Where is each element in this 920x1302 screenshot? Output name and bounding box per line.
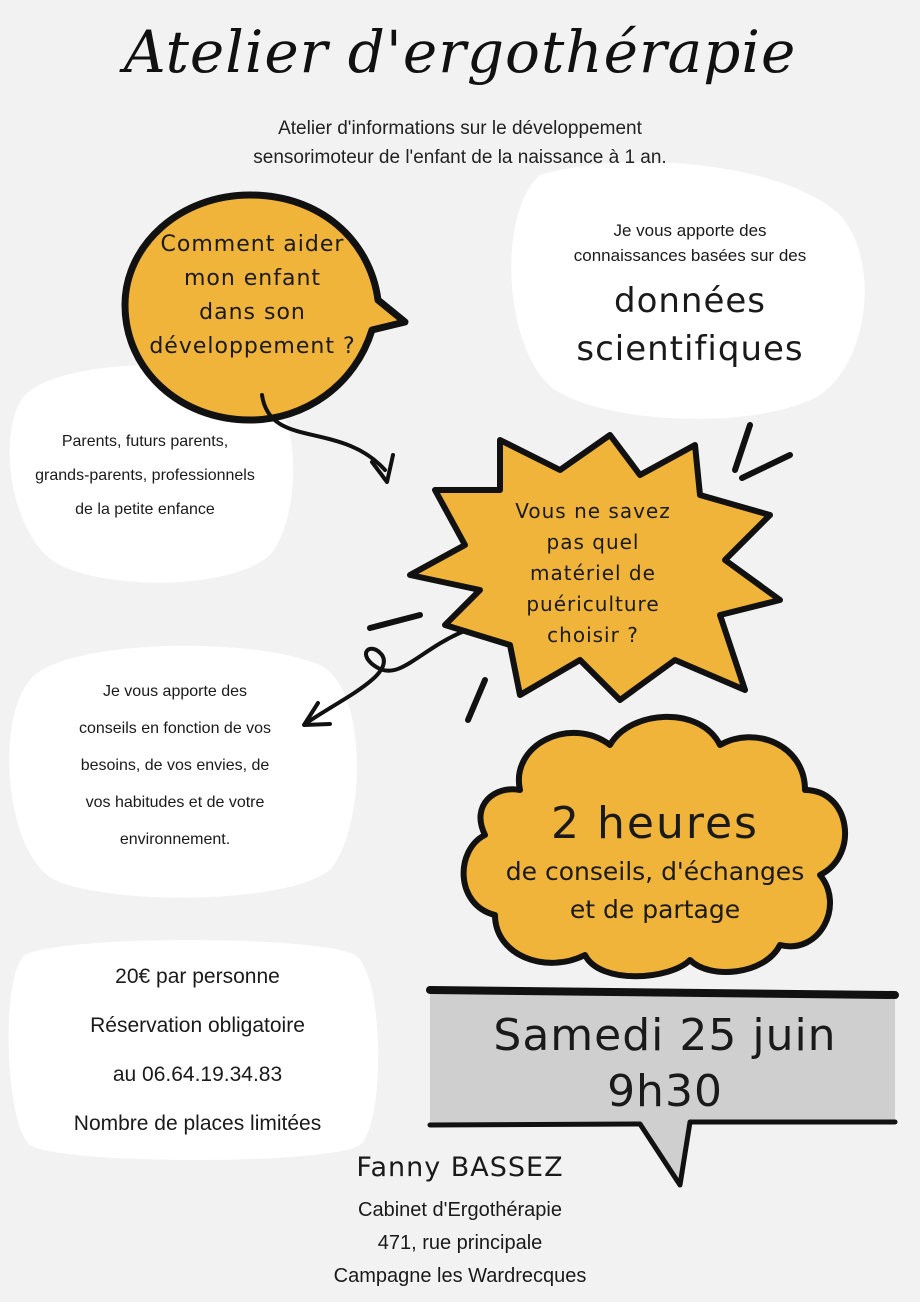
cloud — [470, 795, 840, 929]
burst-line: pas quel — [546, 530, 640, 554]
subtitle-line: sensorimoteur de l'enfant de la naissance à 1 an. — [253, 147, 667, 168]
burst-line: matériel de — [530, 561, 656, 585]
date-banner — [440, 1008, 890, 1120]
price-line: Nombre de places limitées — [73, 1112, 322, 1135]
price-line: 20€ par personne — [115, 965, 280, 988]
price-line: Réservation obligatoire — [90, 1014, 305, 1037]
question-line: mon enfant — [183, 266, 322, 291]
advice-line: environnement. — [119, 831, 231, 848]
question-line: développement ? — [149, 334, 356, 359]
cloud-line: et de partage — [569, 895, 741, 924]
footer-line: Cabinet d'Ergothérapie — [358, 1199, 562, 1221]
price-line: au 06.64.19.34.83 — [112, 1063, 283, 1086]
advice-blob — [15, 673, 335, 858]
price-blob — [20, 952, 375, 1148]
burst-line: choisir ? — [547, 623, 639, 647]
cloud-headline: 2 heures — [551, 798, 759, 849]
audience-line: Parents, futurs parents, — [61, 433, 229, 450]
cloud-line: de conseils, d'échanges — [505, 857, 805, 886]
subtitle — [160, 114, 760, 172]
time-line: 9h30 — [607, 1066, 723, 1117]
burst-line: Vous ne savez — [515, 499, 671, 523]
page-title: Atelier d'ergothérapie — [123, 18, 797, 86]
science-line: Je vous apporte des — [613, 221, 767, 240]
advice-line: conseils en fonction de vos — [78, 720, 272, 737]
science-line: connaissances basées sur des — [573, 246, 807, 265]
audience-line: grands-parents, professionnels — [35, 467, 255, 484]
subtitle-line: Atelier d'informations sur le développement — [278, 118, 642, 139]
audience-blob — [10, 425, 280, 527]
question-line: Comment aider — [160, 232, 345, 257]
footer-line: Campagne les Wardrecques — [333, 1265, 587, 1287]
advice-line: Je vous apporte des — [102, 683, 248, 700]
question-line: dans son — [199, 300, 306, 325]
advice-line: vos habitudes et de votre — [85, 794, 265, 811]
footer — [280, 1148, 640, 1293]
advice-line: besoins, de vos envies, de — [80, 757, 270, 774]
footer-line: 471, rue principale — [377, 1232, 543, 1254]
science-highlight: scientifiques — [576, 329, 804, 369]
footer-name: Fanny BASSEZ — [356, 1152, 564, 1183]
date-line: Samedi 25 juin — [493, 1010, 837, 1061]
science-highlight: données — [613, 281, 767, 321]
audience-line: de la petite enfance — [75, 501, 215, 518]
question-bubble — [130, 228, 375, 364]
burst-line: puériculture — [526, 592, 660, 616]
science-blob — [520, 218, 860, 372]
burst — [478, 496, 708, 651]
